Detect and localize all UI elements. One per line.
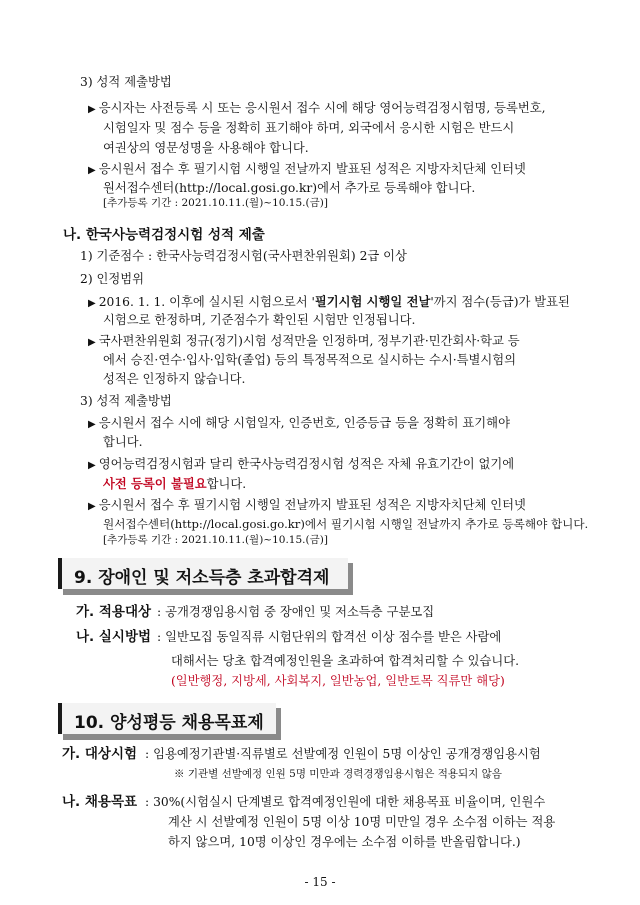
row-text: 계산 시 선발예정 인원이 5명 이상 10명 미만일 경우 소수점 이하는 적용 [168, 815, 556, 829]
bullet-line: ▶ 응시원서 접수 후 필기시험 시행일 전날까지 발표된 성적은 지방자치단체 인터넷 [88, 498, 526, 512]
bullet-icon: ▶ [88, 298, 96, 309]
emphasis-text: 필기시험 시행일 전날 [314, 294, 431, 309]
row-label: 가. 적용대상 [76, 604, 152, 620]
item-2: 2) 인정범위 [80, 272, 145, 286]
row-text: 하지 않으며, 10명 이상인 경우에는 소수점 이하를 반올림합니다.) [168, 835, 521, 849]
page-number: - 15 - [304, 875, 336, 889]
bullet-line: ▶ 응시원서 접수 후 필기시험 시행일 전날까지 발표된 성적은 지방자치단체 인터넷 [88, 162, 526, 176]
section-heading: 나. 한국사능력검정시험 성적 제출 [63, 227, 265, 243]
row-text: 대해서는 당초 합격예정인원을 초과하여 합격처리할 수 있습니다. [171, 654, 520, 668]
bullet-line: ▶ 국사편찬위원회 정규(정기)시험 성적만을 인정하며, 정부기관·민간회사·학교 등 [88, 334, 520, 348]
row-text-red: (일반행정, 지방세, 사회복지, 일반농업, 일반토목 직류만 해당) [171, 674, 505, 688]
bullet-line: 시험일자 및 점수 등을 정확히 표기해야 하며, 외국에서 응시한 시험은 반드시 [103, 121, 515, 135]
bullet-line: ▶ 2016. 1. 1. 이후에 실시된 시험으로서 '필기시험 시행일 전날'까지 점수(등급)가 발표된 [88, 294, 570, 309]
row-label: 나. 채용목표 [62, 794, 138, 810]
bullet-line: ▶ 응시자는 사전등록 시 또는 응시원서 접수 시에 해당 영어능력검정시험명, 등록번호, [88, 101, 546, 115]
row-method: 나. 실시방법 : 일반모집 동일직류 시험단위의 합격선 이상 점수를 받은 사람에 [76, 629, 502, 645]
bullet-line: ▶ 응시원서 접수 시에 해당 시험일자, 인증번호, 인증등급 등을 정확히 표기해야 [88, 416, 510, 430]
bullet-line: 여권상의 영문성명을 사용해야 합니다. [103, 141, 309, 155]
bullet-icon: ▶ [88, 165, 96, 176]
bullet-line: ▶ 영어능력검정시험과 달리 한국사능력검정시험 성적은 자체 유효기간이 없기에 [88, 457, 515, 471]
bullet-line: 원서접수센터(http://local.gosi.go.kr)에서 추가로 등록해야 합니다. [103, 181, 476, 195]
bullet-line: 성적은 인정하지 않습니다. [103, 372, 246, 386]
row-target: 가. 대상시험 : 임용예정기관별·직류별로 선발예정 인원이 5명 이상인 공개경쟁임용시험 [62, 746, 541, 762]
highlight-text: 사전 등록이 불필요 [103, 476, 207, 491]
item-3: 3) 성적 제출방법 [80, 394, 172, 408]
row-label: 나. 실시방법 [76, 629, 152, 645]
bullet-line: 합니다. [103, 435, 143, 449]
bullet-icon: ▶ [88, 104, 96, 115]
row-label: 가. 대상시험 [62, 746, 138, 762]
period-note: [추가등록 기간 : 2021.10.11.(월)~10.15.(금)] [103, 534, 328, 546]
row-goal: 나. 채용목표 : 30%(시험실시 단계별로 합격예정인원에 대한 채용목표 비율이며, 인원수 [62, 794, 546, 810]
section-title: 10. 양성평등 채용목표제 [74, 713, 264, 733]
bullet-icon: ▶ [88, 337, 96, 348]
period-note: [추가등록 기간 : 2021.10.11.(월)~10.15.(금)] [103, 197, 328, 209]
item3-title: 3) 성적 제출방법 [80, 75, 172, 89]
bullet-line: 원서접수센터(http://local.gosi.go.kr)에서 필기시험 시행일 전날까지 추가로 등록해야 합니다. [103, 517, 589, 531]
bullet-line: 에서 승진·연수·입사·입학(졸업) 등의 특정목적으로 실시하는 수시·특별시험의 [103, 353, 517, 367]
item-1: 1) 기준점수 : 한국사능력검정시험(국사편찬위원회) 2급 이상 [80, 249, 407, 263]
section-title: 9. 장애인 및 저소득층 초과합격제 [74, 568, 330, 588]
row-note: ※ 기관별 선발예정 인원 5명 미만과 경력경쟁임용시험은 적용되지 않음 [174, 768, 502, 780]
bullet-icon: ▶ [88, 501, 96, 512]
bullet-line: 사전 등록이 불필요합니다. [103, 476, 247, 491]
bullet-line: 시험으로 한정하며, 기준점수가 확인된 시험만 인정됩니다. [103, 313, 416, 327]
bullet-icon: ▶ [88, 460, 96, 471]
row-target: 가. 적용대상 : 공개경쟁임용시험 중 장애인 및 저소득층 구분모집 [76, 604, 435, 620]
bullet-icon: ▶ [88, 419, 96, 430]
